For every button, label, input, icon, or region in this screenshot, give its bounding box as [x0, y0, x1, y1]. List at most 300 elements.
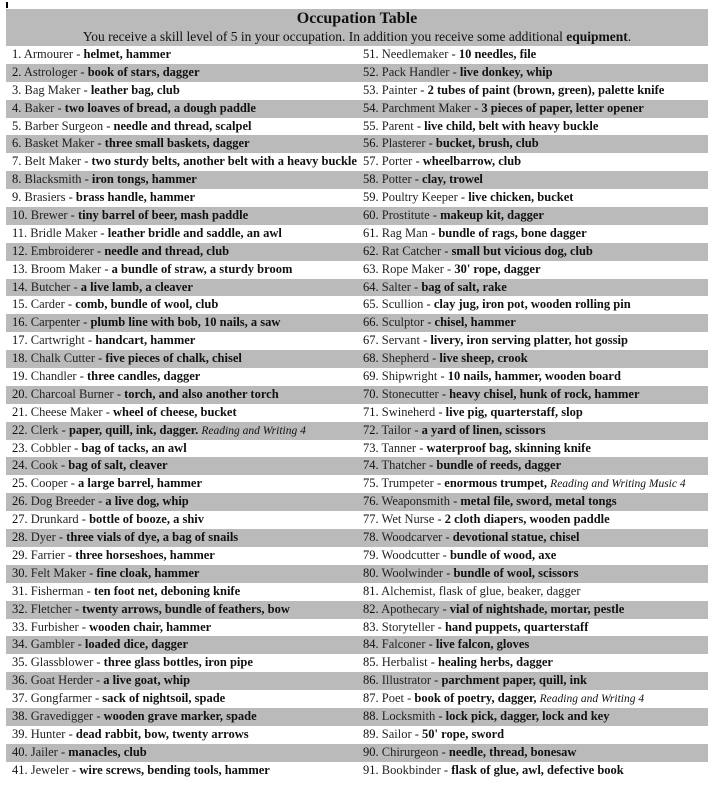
table-row [6, 475, 708, 493]
table-row [6, 350, 708, 368]
separator: - [84, 333, 96, 348]
separator: - [413, 118, 425, 133]
occupation-equipment: lock pick, dagger, lock and key [445, 708, 610, 723]
occupation-cell [357, 207, 708, 225]
occupation-number: 17. [12, 333, 28, 348]
occupation-equipment: a bundle of straw, a sturdy broom [111, 261, 293, 276]
occupation-name: Porter [381, 154, 413, 169]
separator: - [434, 512, 445, 527]
occupation-cell [357, 762, 708, 780]
table-row [6, 100, 708, 118]
occupation-number: 81. [363, 583, 379, 598]
occupation-name: Hunter [30, 726, 66, 741]
occupation-equipment: livery, iron serving platter, hot gossip [430, 333, 628, 348]
occupation-number: 35. [12, 655, 28, 670]
separator: - [77, 64, 88, 79]
occupation-equipment: 2 cloth diapers, wooden paddle [444, 512, 610, 527]
occupation-cell [357, 100, 708, 118]
occupation-equipment: wire screws, bending tools, hammer [79, 762, 270, 777]
occupation-name: Illustrator [381, 673, 432, 688]
occupation-name: Bridle Maker [30, 225, 98, 240]
occupation-number: 41. [12, 762, 28, 777]
occupation-equipment: bundle of reeds, dagger [436, 458, 562, 473]
occupation-name: Tanner [381, 440, 417, 455]
occupation-number: 83. [363, 619, 379, 634]
occupation-equipment: needle, thread, bonesaw [448, 744, 577, 759]
occupation-cell [357, 654, 708, 672]
occupation-name: Jailer [30, 744, 58, 759]
occupation-name: Drunkard [30, 512, 79, 527]
occupation-cell [357, 726, 708, 744]
occupation-name: Butcher [30, 279, 71, 294]
occupation-cell [357, 350, 708, 368]
occupation-equipment: clay, trowel [422, 172, 483, 187]
occupation-cell [6, 171, 357, 189]
table-row [6, 118, 708, 136]
table-row [6, 207, 708, 225]
table-row [6, 583, 708, 601]
separator: - [65, 726, 76, 741]
occupation-name: Glassblower [30, 655, 94, 670]
table-row [6, 261, 708, 279]
occupation-equipment: torch, and also another torch [124, 386, 279, 401]
occupation-equipment: bundle of rags, bone dagger [438, 225, 587, 240]
occupation-number: 26. [12, 494, 28, 509]
occupation-equipment: enormous trumpet, [444, 476, 548, 491]
occupation-name: Apothecary [381, 601, 440, 616]
occupation-equipment: parchment paper, quill, ink [441, 673, 587, 688]
occupation-equipment: a live lamb, a cleaver [80, 279, 193, 294]
separator: - [417, 82, 428, 97]
occupation-number: 39. [12, 726, 28, 741]
separator: - [74, 637, 85, 652]
occupation-cell [6, 672, 357, 690]
occupation-number: 2. [12, 64, 22, 79]
occupation-name: Dyer [30, 530, 56, 545]
occupation-number: 6. [12, 136, 22, 151]
occupation-name: Shepherd [381, 351, 429, 366]
separator: - [403, 691, 415, 706]
occupation-name: Rat Catcher [381, 243, 442, 258]
occupation-cell [6, 404, 357, 422]
occupation-equipment: iron tongs, hammer [91, 172, 197, 187]
occupation-equipment: three small baskets, dagger [104, 136, 250, 151]
occupation-number: 12. [12, 243, 28, 258]
table-row [6, 565, 708, 583]
table-row [6, 386, 708, 404]
subtitle-end: . [627, 29, 632, 44]
occupation-name: Chirurgeon [381, 744, 439, 759]
occupation-cell [357, 636, 708, 654]
separator: - [70, 279, 81, 294]
separator: - [78, 512, 90, 527]
occupation-equipment: bag of salt, rake [421, 279, 507, 294]
table-row [6, 547, 708, 565]
occupation-name: Chandler [30, 369, 77, 384]
separator: - [93, 708, 104, 723]
occupation-name: Brasiers [24, 190, 66, 205]
separator: - [425, 458, 437, 473]
occupation-cell [357, 565, 708, 583]
occupation-cell [6, 636, 357, 654]
separator: - [412, 154, 423, 169]
occupation-name: Basket Maker [24, 136, 95, 151]
occupation-equipment: a live dog, whip [105, 494, 189, 509]
occupation-equipment: needle and thread, scalpel [113, 118, 252, 133]
separator: - [71, 601, 83, 616]
occupation-number: 18. [12, 351, 28, 366]
separator: - [67, 208, 78, 223]
separator: - [431, 673, 442, 688]
table-row [6, 762, 708, 780]
separator: - [449, 64, 460, 79]
occupation-number: 7. [12, 154, 22, 169]
occupation-name: Goat Herder [30, 673, 93, 688]
occupation-equipment: needle and thread, club [104, 243, 230, 258]
occupation-cell [6, 654, 357, 672]
separator: - [94, 494, 106, 509]
occupation-equipment: wooden chair, hammer [89, 619, 212, 634]
occupation-equipment: waterproof bag, skinning knife [426, 440, 591, 455]
occupation-name: Baker [24, 100, 55, 115]
occupation-skill-note: Reading and Writing Music 4 [550, 478, 686, 491]
occupation-name: Rag Man [381, 225, 428, 240]
separator: - [81, 172, 92, 187]
occupation-name: Clerk [30, 422, 59, 437]
table-row [6, 690, 708, 708]
occupation-name: Farrier [30, 547, 65, 562]
occupation-number: 78. [363, 530, 379, 545]
separator: - [425, 136, 436, 151]
occupation-equipment: clay jug, iron pot, wooden rolling pin [433, 297, 631, 312]
occupation-cell [357, 601, 708, 619]
occupation-equipment: two loaves of bread, a dough paddle [64, 100, 256, 115]
occupation-name: Servant [381, 333, 420, 348]
occupation-number: 34. [12, 637, 28, 652]
occupation-equipment: 3 pieces of paper, letter opener [481, 100, 644, 115]
occupation-name: Parchment Maker [381, 100, 471, 115]
occupation-equipment: book of stars, dagger [87, 64, 200, 79]
occupation-name: Sculptor [381, 315, 425, 330]
occupation-name: Blacksmith [24, 172, 82, 187]
occupation-name: Wet Nurse [381, 512, 435, 527]
occupation-cell [6, 386, 357, 404]
occupation-cell [6, 565, 357, 583]
separator: - [102, 404, 114, 419]
occupation-name: Brewer [30, 208, 68, 223]
occupation-cell [6, 601, 357, 619]
separator: - [435, 708, 446, 723]
separator: - [94, 351, 106, 366]
occupation-cell [6, 332, 357, 350]
occupation-number: 4. [12, 100, 22, 115]
occupation-equipment: handcart, hammer [95, 333, 196, 348]
table-row [6, 654, 708, 672]
separator: - [435, 404, 446, 419]
separator: - [437, 369, 448, 384]
occupation-cell [357, 386, 708, 404]
occupation-name: Cooper [30, 476, 68, 491]
occupation-name: Prostitute [381, 208, 430, 223]
occupation-number: 37. [12, 691, 28, 706]
occupation-equipment: three horseshoes, hammer [75, 547, 215, 562]
occupation-name: Cook [30, 458, 58, 473]
occupation-number: 20. [12, 386, 28, 401]
occupation-number: 9. [12, 190, 22, 205]
occupation-cell [357, 171, 708, 189]
occupation-number: 52. [363, 64, 379, 79]
occupation-equipment: 2 tubes of paint (brown, green), palette knife [427, 82, 665, 97]
occupation-equipment: bottle of booze, a shiv [89, 512, 205, 527]
occupation-number: 55. [363, 118, 379, 133]
separator: - [410, 279, 422, 294]
occupation-cell [6, 440, 357, 458]
occupation-number: 72. [363, 422, 379, 437]
occupation-cell [357, 243, 708, 261]
occupation-name: Needlemaker [381, 47, 449, 61]
occupation-number: 57. [363, 154, 379, 169]
occupation-number: 68. [363, 351, 379, 366]
separator: - [94, 136, 105, 151]
occupation-equipment: three vials of dye, a bag of snails [66, 530, 239, 545]
occupation-cell [357, 619, 708, 637]
occupation-number: 76. [363, 494, 379, 509]
occupation-cell [357, 457, 708, 475]
occupation-name: Belt Maker [24, 154, 82, 169]
occupation-equipment: 10 needles, file [458, 47, 537, 61]
separator: - [54, 100, 65, 115]
occupation-name: Barber Surgeon [24, 118, 104, 133]
occupation-cell [357, 583, 708, 601]
occupation-name: Gongfarmer [30, 691, 92, 706]
occupation-name: Woolwinder [381, 565, 444, 580]
occupation-cell [6, 46, 357, 64]
occupation-number: 91. [363, 762, 379, 777]
occupation-number: 11. [12, 225, 28, 240]
occupation-number: 15. [12, 297, 28, 312]
occupation-number: 30. [12, 565, 28, 580]
occupation-number: 22. [12, 422, 28, 437]
occupation-number: 80. [363, 565, 379, 580]
occupation-name: Potter [381, 172, 412, 187]
occupation-cell [357, 493, 708, 511]
table-row [6, 726, 708, 744]
occupation-cell [357, 511, 708, 529]
occupation-cell [357, 225, 708, 243]
separator: - [440, 762, 452, 777]
occupation-cell [6, 744, 357, 762]
occupation-number: 54. [363, 100, 379, 115]
occupation-name: Woodcarver [381, 530, 443, 545]
occupation-equipment: fine cloak, hammer [96, 565, 200, 580]
table-row [6, 368, 708, 386]
occupation-equipment: 10 nails, hammer, wooden board [447, 369, 621, 384]
occupation-name: Weaponsmith [381, 494, 450, 509]
occupation-cell [357, 64, 708, 82]
occupation-name: Gravedigger [30, 708, 94, 723]
occupation-number: 69. [363, 369, 379, 384]
separator: - [85, 565, 97, 580]
separator: - [92, 673, 104, 688]
separator: - [71, 440, 82, 455]
occupation-name: Cobbler [30, 440, 72, 455]
separator: - [93, 655, 104, 670]
separator: - [433, 476, 445, 491]
occupation-name: Woodcutter [381, 547, 440, 562]
occupation-cell [6, 118, 357, 136]
occupation-number: 66. [363, 315, 379, 330]
occupation-equipment: a large barrel, hammer [77, 476, 203, 491]
occupation-cell [357, 118, 708, 136]
occupation-name: Plasterer [381, 136, 426, 151]
separator: - [64, 547, 76, 562]
occupation-name: Locksmith [381, 708, 436, 723]
occupation-cell [6, 762, 357, 780]
subtitle-text: You receive a skill level of 5 in your occupation. In addition you receive some additional [82, 29, 567, 44]
occupation-number: 28. [12, 530, 28, 545]
occupation-cell [6, 279, 357, 297]
separator: - [416, 440, 427, 455]
separator: - [439, 547, 450, 562]
occupation-name: Swineherd [381, 404, 436, 419]
occupation-number: 60. [363, 208, 379, 223]
occupation-equipment: book of poetry, dagger, [414, 691, 537, 706]
separator: - [64, 297, 76, 312]
occupation-name: Shipwright [381, 369, 438, 384]
occupation-equipment: plumb line with bob, 10 nails, a saw [90, 315, 281, 330]
occupation-cell [6, 368, 357, 386]
occupation-name: Parent [381, 118, 414, 133]
separator: - [424, 315, 435, 330]
occupation-cell [6, 225, 357, 243]
occupation-number: 38. [12, 708, 28, 723]
separator: - [113, 386, 125, 401]
occupation-cell [6, 189, 357, 207]
occupation-name: Armourer [23, 47, 74, 61]
occupation-cell [357, 404, 708, 422]
occupation-name: Felt Maker [30, 565, 86, 580]
occupation-name: Thatcher [381, 458, 426, 473]
separator: - [411, 726, 423, 741]
separator: - [449, 494, 461, 509]
occupation-equipment: sack of nightsoil, spade [102, 691, 226, 706]
table-row [6, 82, 708, 100]
occupation-equipment: twenty arrows, bundle of feathers, bow [82, 601, 290, 616]
occupation-name: Fisherman [30, 583, 84, 598]
occupation-cell [6, 243, 357, 261]
occupation-cell [357, 82, 708, 100]
occupation-name: Broom Maker [30, 261, 102, 276]
occupation-equipment: vial of nightshade, mortar, pestle [449, 601, 625, 616]
table-row [6, 135, 708, 153]
occupation-name: Bookbinder [381, 762, 441, 777]
occupation-number: 13. [12, 261, 28, 276]
occupation-cell [6, 296, 357, 314]
occupation-number: 29. [12, 547, 28, 562]
occupation-name: Jeweler [30, 762, 69, 777]
table-header [6, 9, 708, 46]
text-cursor [6, 2, 8, 8]
separator: - [65, 190, 76, 205]
table-row [6, 636, 708, 654]
separator: - [425, 637, 436, 652]
occupation-cell [357, 744, 708, 762]
occupation-cell [357, 529, 708, 547]
occupation-cell [357, 368, 708, 386]
separator: - [427, 225, 439, 240]
occupation-number: 65. [363, 297, 379, 312]
separator: - [58, 422, 69, 437]
occupation-equipment: leather bridle and saddle, an awl [107, 225, 282, 240]
occupation-number: 58. [363, 172, 379, 187]
occupation-number: 16. [12, 315, 28, 330]
occupation-name: Poet [381, 691, 404, 706]
occupation-cell [6, 153, 357, 171]
occupation-number: 79. [363, 547, 379, 562]
separator: - [411, 422, 422, 437]
occupation-name: Falconer [381, 637, 426, 652]
occupation-name: Poultry Keeper [381, 190, 458, 205]
occupation-name: Tailor [381, 422, 412, 437]
occupation-cell [6, 547, 357, 565]
occupation-number: 82. [363, 601, 379, 616]
occupation-name: Scullion [381, 297, 424, 312]
occupation-cell [357, 279, 708, 297]
table-row [6, 279, 708, 297]
occupation-number: 77. [363, 512, 379, 527]
occupation-cell [357, 153, 708, 171]
occupation-cell [357, 690, 708, 708]
occupation-equipment: three candles, dagger [87, 369, 201, 384]
occupation-equipment: five pieces of chalk, chisel [105, 351, 242, 366]
occupation-number: 25. [12, 476, 28, 491]
occupation-equipment: bag of salt, cleaver [68, 458, 168, 473]
occupation-number: 90. [363, 744, 379, 759]
occupation-number: 32. [12, 601, 28, 616]
separator: - [439, 601, 450, 616]
separator: - [73, 47, 84, 61]
occupation-number: 36. [12, 673, 28, 688]
occupation-equipment: flask of glue, awl, defective book [451, 762, 624, 777]
occupation-number: 1. [12, 47, 22, 61]
occupation-equipment: live sheep, crook [439, 351, 528, 366]
occupation-name: Gambler [30, 637, 75, 652]
occupation-name: Furbisher [30, 619, 79, 634]
separator: - [443, 565, 454, 580]
occupation-cell [6, 82, 357, 100]
occupation-name: Storyteller [381, 619, 435, 634]
occupation-cell [6, 511, 357, 529]
occupation-cell [6, 350, 357, 368]
separator: - [55, 530, 67, 545]
separator: - [57, 458, 69, 473]
occupation-cell [357, 261, 708, 279]
separator: - [83, 583, 94, 598]
occupation-equipment: comb, bundle of wool, club [75, 297, 219, 312]
separator: - [434, 619, 445, 634]
separator: - [443, 261, 455, 276]
occupation-cell [6, 690, 357, 708]
occupation-name: Embroiderer [30, 243, 94, 258]
occupation-name: Cartwright [30, 333, 85, 348]
occupation-number: 51. [363, 47, 379, 61]
separator: - [80, 82, 91, 97]
occupation-equipment: bucket, brush, club [435, 136, 539, 151]
separator: - [103, 118, 114, 133]
occupation-cell [357, 189, 708, 207]
occupation-cell [357, 314, 708, 332]
separator: - [68, 762, 80, 777]
